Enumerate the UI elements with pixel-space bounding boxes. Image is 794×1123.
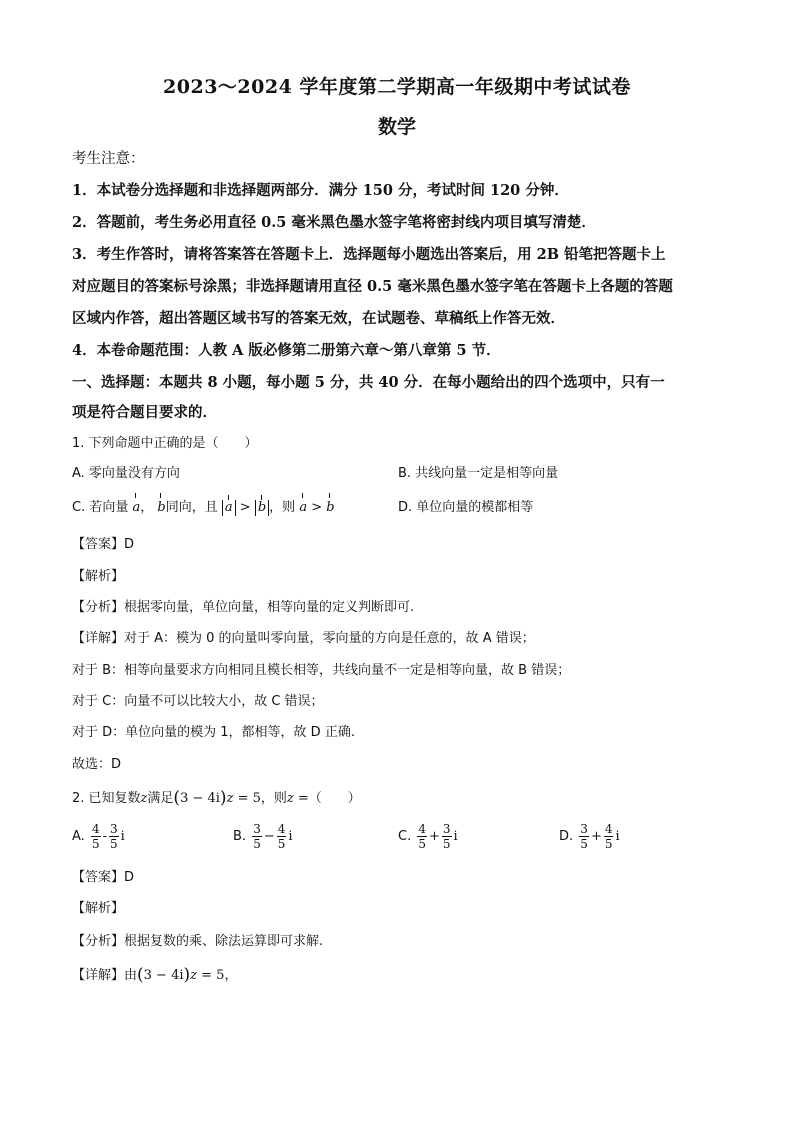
equals-five: = 5: [201, 968, 225, 983]
q1-analysis-label: 【解析】: [72, 569, 125, 584]
norm-a: [222, 500, 236, 516]
equals-sign: =: [297, 791, 309, 806]
variable-z-3: z: [286, 791, 294, 806]
q1-stem: 1. 下列命题中正确的是（ ）: [72, 436, 258, 451]
q1-answer: 【答案】D: [72, 537, 135, 552]
vector-a: a: [132, 498, 140, 518]
q1-detail-2: 对于 B：相等向量要求方向相同且模长相等，共线向量不一定是相等向量，故 B 错误；: [72, 663, 571, 678]
vector-b-in-norm: b: [257, 500, 267, 515]
q2-option-c: [398, 822, 458, 851]
paren-close: ): [219, 788, 227, 808]
fraction-3-5: $\frac{3}{5}$: [253, 822, 261, 851]
q1-option-c-text: 同向，且: [165, 500, 218, 515]
notice-item-4: 4．本卷命题范围：人教 A 版必修第二册第六章～第八章第 5 节．: [72, 342, 501, 359]
fraction-3-5: $\frac{3}{5}$: [109, 822, 118, 851]
paren-open: (: [173, 788, 181, 808]
notice-item-3-line-1: 3．考生作答时，请将答案答在答题卡上．选择题每小题选出答案后，用 2B 铅笔把答题卡上: [72, 246, 666, 263]
section-heading-line-2: 项是符合题目要求的．: [72, 404, 217, 421]
q1-option-c-then: ，则: [269, 500, 296, 515]
equals-five: = 5: [237, 791, 261, 806]
q2-stem-then: ，则: [260, 791, 287, 806]
imaginary-unit: i: [453, 829, 458, 844]
notice-item-1: 1．本试卷分选择题和非选择题两部分．满分 150 分，考试时间 120 分钟．: [72, 182, 569, 199]
q1-option-c: [72, 498, 335, 518]
q2-analysis: 【分析】根据复数的乘、除法运算即可求解.: [72, 934, 324, 949]
greater-than-sign-conclusion: >: [311, 500, 323, 515]
fraction-4-5: $\frac{4}{5}$: [604, 822, 613, 851]
q1-option-c-comma: ，: [140, 500, 154, 515]
norm-b: [255, 500, 269, 516]
vector-b-conclusion: b: [326, 498, 334, 518]
q1-choice: 故选：D: [72, 757, 122, 772]
paren-open: (: [137, 965, 144, 985]
fraction-4-5: $\frac{4}{5}$: [418, 822, 426, 851]
q2-option-b: [233, 822, 293, 851]
exam-title: 2023～2024 学年度第二学期高一年级期中考试试卷: [163, 76, 631, 98]
fraction-3-5: $\frac{3}{5}$: [442, 822, 451, 851]
q1-option-b: B. 共线向量一定是相等向量: [398, 466, 559, 481]
variable-z: z: [140, 791, 148, 806]
q1-analysis: 【分析】根据零向量，单位向量，相等向量的定义判断即可.: [72, 600, 415, 615]
q2-answer: 【答案】D: [72, 870, 135, 885]
expr-3-minus-4i: 3 − 4i: [143, 968, 184, 983]
plus-sign: +: [590, 829, 602, 844]
q2-stem-mid: 满足: [147, 791, 174, 806]
q2-option-b-label: B.: [233, 829, 247, 844]
q2-option-c-label: C.: [398, 829, 412, 844]
vector-a-conclusion: a: [299, 498, 307, 518]
q2-stem: [72, 788, 361, 809]
vector-b: b: [157, 498, 165, 518]
q2-option-d: [559, 822, 620, 851]
q2-analysis-label: 【解析】: [72, 901, 125, 916]
notice-heading: 考生注意：: [72, 151, 145, 167]
notice-item-3-line-3: 区域内作答，超出答题区域书写的答案无效，在试题卷、草稿纸上作答无效．: [72, 310, 565, 327]
section-heading-line-1: 一、选择题：本题共 8 小题，每小题 5 分，共 40 分．在每小题给出的四个选项中，只有一: [72, 374, 665, 391]
minus-sign: -: [102, 829, 107, 844]
imaginary-unit: i: [120, 829, 125, 844]
q2-option-d-label: D.: [559, 829, 574, 844]
q1-option-a: A. 零向量没有方向: [72, 466, 180, 481]
fraction-3-5: $\frac{3}{5}$: [580, 822, 588, 851]
notice-item-2: 2．答题前，考生务必用直径 0.5 毫米黑色墨水签字笔将密封线内项目填写清楚．: [72, 214, 596, 231]
variable-z: z: [190, 968, 198, 983]
paren-close: ): [183, 965, 191, 985]
q2-stem-suffix: （ ）: [308, 791, 361, 806]
q1-option-c-prefix: C. 若向量: [72, 500, 129, 515]
q2-detail-suffix: ，: [224, 968, 238, 983]
q2-option-a-label: A.: [72, 829, 85, 844]
q2-detail-prefix: 【详解】由: [72, 968, 138, 983]
notice-item-3-line-2: 对应题目的答案标号涂黑；非选择题请用直径 0.5 毫米黑色墨水签字笔在答题卡上各题的答题: [72, 278, 673, 295]
fraction-4-5: $\frac{4}{5}$: [91, 822, 100, 851]
imaginary-unit: i: [615, 829, 620, 844]
imaginary-unit: i: [288, 829, 293, 844]
plus-sign: +: [429, 829, 440, 844]
fraction-4-5: $\frac{4}{5}$: [277, 822, 286, 851]
q1-option-d: D. 单位向量的模都相等: [398, 500, 534, 515]
subject-title: 数学: [377, 116, 416, 138]
variable-z-2: z: [226, 791, 234, 806]
q2-detail: [72, 965, 237, 986]
q1-detail-4: 对于 D：单位向量的模为 1，都相等，故 D 正确.: [72, 725, 355, 740]
minus-sign: −: [263, 829, 275, 844]
q2-stem-prefix: 2. 已知复数: [72, 791, 141, 806]
greater-than-sign: >: [239, 500, 251, 515]
q2-option-a: [72, 822, 125, 851]
q1-detail-3: 对于 C：向量不可以比较大小，故 C 错误；: [72, 694, 324, 709]
expr-3-minus-4i: 3 − 4i: [180, 791, 220, 806]
vector-a-in-norm: a: [224, 500, 233, 515]
q1-detail-1: 【详解】对于 A：模为 0 的向量叫零向量，零向量的方向是任意的，故 A 错误；: [72, 631, 535, 646]
